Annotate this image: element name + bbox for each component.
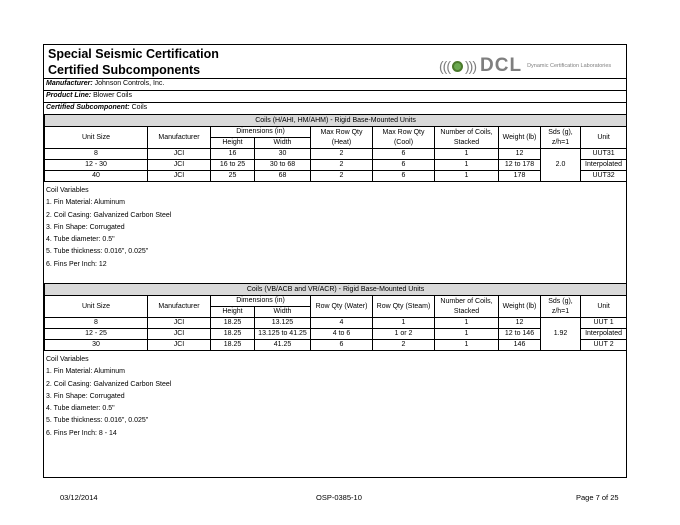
globe-icon [452, 61, 463, 72]
header-manufacturer: Manufacturer [148, 296, 211, 318]
signal-waves-right-icon: ))) [465, 58, 476, 74]
header-unit: Unit [581, 296, 627, 318]
coil-variables-1: Coil Variables 1. Fin Material: Aluminum 2. Coil Casing: Galvanized Carbon Steel 3. Fin Shape: Corrugated 4. Tube diameter: 0.5" 5. Tube thickness: 0.016", 0.025" 6. Fins Per Inch: 12 [46, 187, 172, 268]
dcl-logo [439, 53, 611, 79]
table-row: 8 JCI 18.25 13.125 4 1 1 12 1.92 UUT 1 [45, 318, 627, 329]
sds-value: 2.0 [541, 149, 581, 182]
product-line-info: Product Line: Blower Coils [46, 92, 132, 99]
logo-subtext: Dynamic Certification Laboratories [527, 63, 612, 69]
header-weight: Weight (lb) [499, 296, 541, 318]
page-subtitle: Certified Subcomponents [48, 63, 201, 77]
header-dimensions: Dimensions (in) [211, 296, 311, 307]
table-row: 8 JCI 16 30 2 6 1 12 2.0 UUT31 [45, 149, 627, 160]
footer-date: 03/12/2014 [60, 493, 98, 502]
manufacturer-info: Manufacturer: Johnson Controls, Inc. [46, 80, 165, 87]
header-row-qty-steam: Row Qty (Steam) [373, 296, 435, 318]
header-unit-size: Unit Size [45, 296, 148, 318]
subcomponent-info: Certified Subcomponent: Coils [46, 104, 148, 111]
sds-value: 1.92 [541, 318, 581, 351]
header-height: Height [211, 138, 255, 149]
coils-table-2 [44, 283, 627, 351]
footer-doc-id: OSP-0385-10 [316, 493, 362, 502]
header-unit-size: Unit Size [45, 127, 148, 149]
section-title: Coils (VB/ACB and VR/ACR) - Rigid Base-Mounted Units [45, 284, 627, 296]
table-row: 30 JCI 18.25 41.25 6 2 1 146 UUT 2 [45, 340, 627, 351]
header-coils-stacked: Number of Coils, Stacked [435, 127, 499, 149]
logo-text: DCL [480, 55, 523, 76]
header-sds: Sds (g), z/h=1 [541, 296, 581, 318]
table-row: 40 JCI 25 68 2 6 1 178 UUT32 [45, 171, 627, 182]
coil-variables-2: Coil Variables 1. Fin Material: Aluminum 2. Coil Casing: Galvanized Carbon Steel 3. Fin Shape: Corrugated 4. Tube diameter: 0.5" 5. Tube thickness: 0.016", 0.025" 6. Fins Per Inch: 8 - 14 [46, 356, 172, 437]
header-manufacturer: Manufacturer [148, 127, 211, 149]
header-coils-stacked: Number of Coils, Stacked [435, 296, 499, 318]
header-width: Width [255, 138, 311, 149]
header-max-row-heat: Max Row Qty (Heat) [311, 127, 373, 149]
certification-sheet [43, 44, 627, 478]
section-title: Coils (H/AHI, HM/AHM) - Rigid Base-Mounted Units [45, 115, 627, 127]
table-row: 12 - 25 JCI 18.25 13.125 to 41.25 4 to 6 1 or 2 1 12 to 146 Interpolated [45, 329, 627, 340]
page-title: Special Seismic Certification [48, 47, 219, 61]
signal-waves-left-icon: ((( [439, 58, 450, 74]
footer-page-number: Page 7 of 25 [576, 493, 619, 502]
header-sds: Sds (g), z/h=1 [541, 127, 581, 149]
header-height: Height [211, 307, 255, 318]
header-row-qty-water: Row Qty (Water) [311, 296, 373, 318]
coils-table-1 [44, 114, 627, 182]
header-dimensions: Dimensions (in) [211, 127, 311, 138]
table-row: 12 - 30 JCI 16 to 25 30 to 68 2 6 1 12 to 178 Interpolated [45, 160, 627, 171]
header-weight: Weight (lb) [499, 127, 541, 149]
header-width: Width [255, 307, 311, 318]
header-unit: Unit [581, 127, 627, 149]
header-max-row-cool: Max Row Qty (Cool) [373, 127, 435, 149]
